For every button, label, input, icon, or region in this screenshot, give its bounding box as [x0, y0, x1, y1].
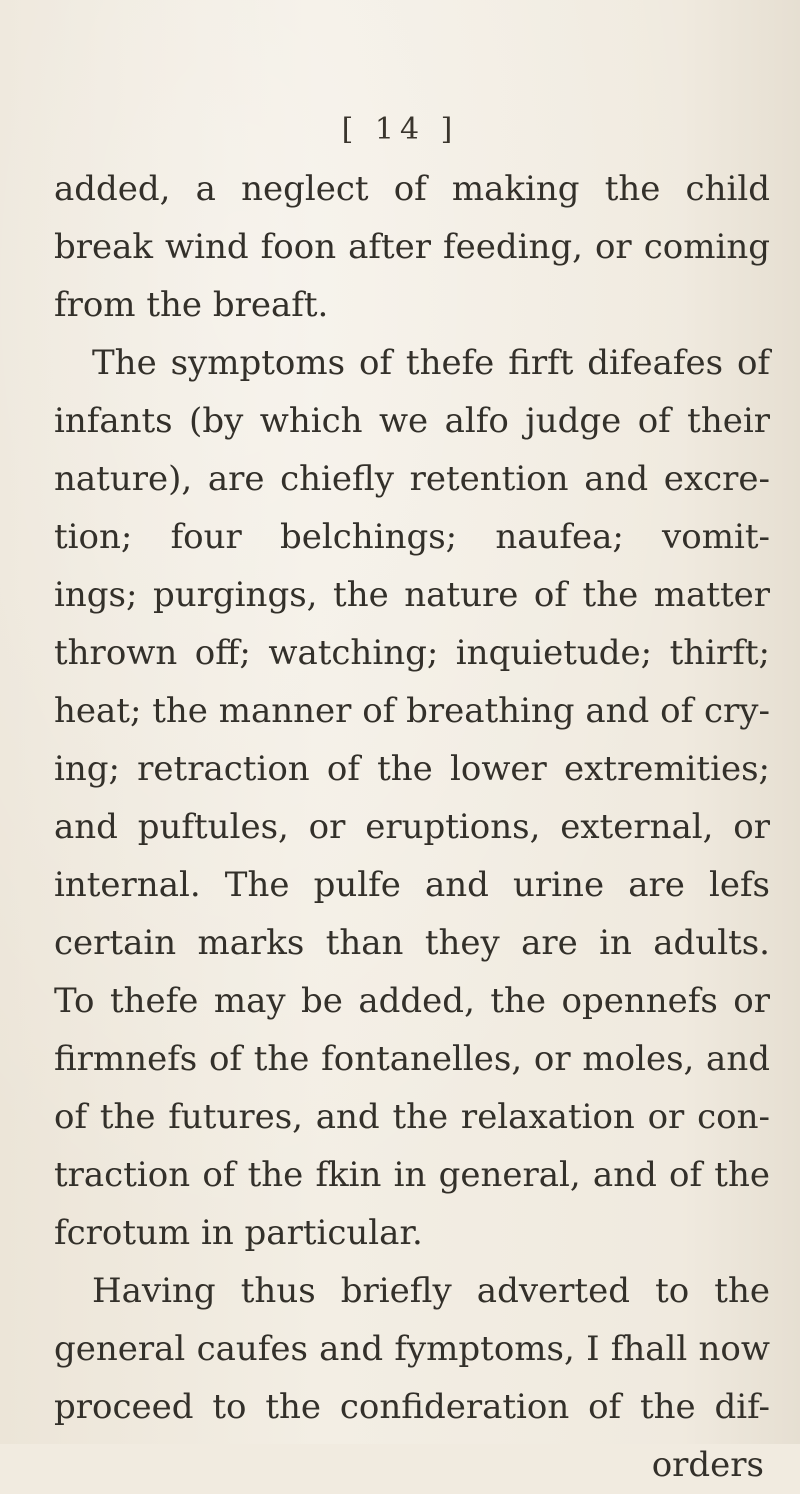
paragraph-start-line: The symptoms of thefe firft difeafes of [92, 343, 770, 383]
text-line: thrown off; watching; inquietude; thirft; [54, 633, 770, 673]
text-line: and puftules, or eruptions, external, or [54, 807, 770, 847]
text-line: break wind foon after feeding, or coming [54, 227, 770, 267]
text-line: certain marks than they are in adults. [54, 923, 770, 963]
text-line: heat; the manner of breathing and of cry- [54, 691, 770, 731]
paragraph-start-line: Having thus briefly adverted to the [92, 1271, 770, 1311]
text-line: fcrotum in particular. [54, 1213, 423, 1253]
text-line: traction of the fkin in general, and of the [54, 1155, 770, 1195]
text-line: nature), are chiefly retention and excre- [54, 459, 770, 499]
page-number: [ 14 ] [341, 112, 459, 147]
text-line: To thefe may be added, the opennefs or [54, 981, 770, 1021]
text-line: internal. The pulfe and urine are lefs [54, 865, 770, 905]
catchword: orders [651, 1445, 764, 1485]
text-line: firmnefs of the fontanelles, or moles, and [54, 1039, 770, 1079]
text-line: added, a neglect of making the child [54, 169, 770, 209]
text-line: general caufes and fymptoms, I fhall now [54, 1329, 770, 1369]
body-text [54, 160, 770, 1494]
text-line: from the breaft. [54, 285, 329, 325]
text-line: infants (by which we alfo judge of their [54, 401, 770, 441]
text-line: of the futures, and the relaxation or con- [54, 1097, 770, 1137]
text-line: tion; four belchings; naufea; vomit- [54, 517, 770, 557]
text-line: ing; retraction of the lower extremities; [54, 749, 770, 789]
text-line: ings; purgings, the nature of the matter [54, 575, 770, 615]
text-line: proceed to the confideration of the dif- [54, 1387, 770, 1427]
